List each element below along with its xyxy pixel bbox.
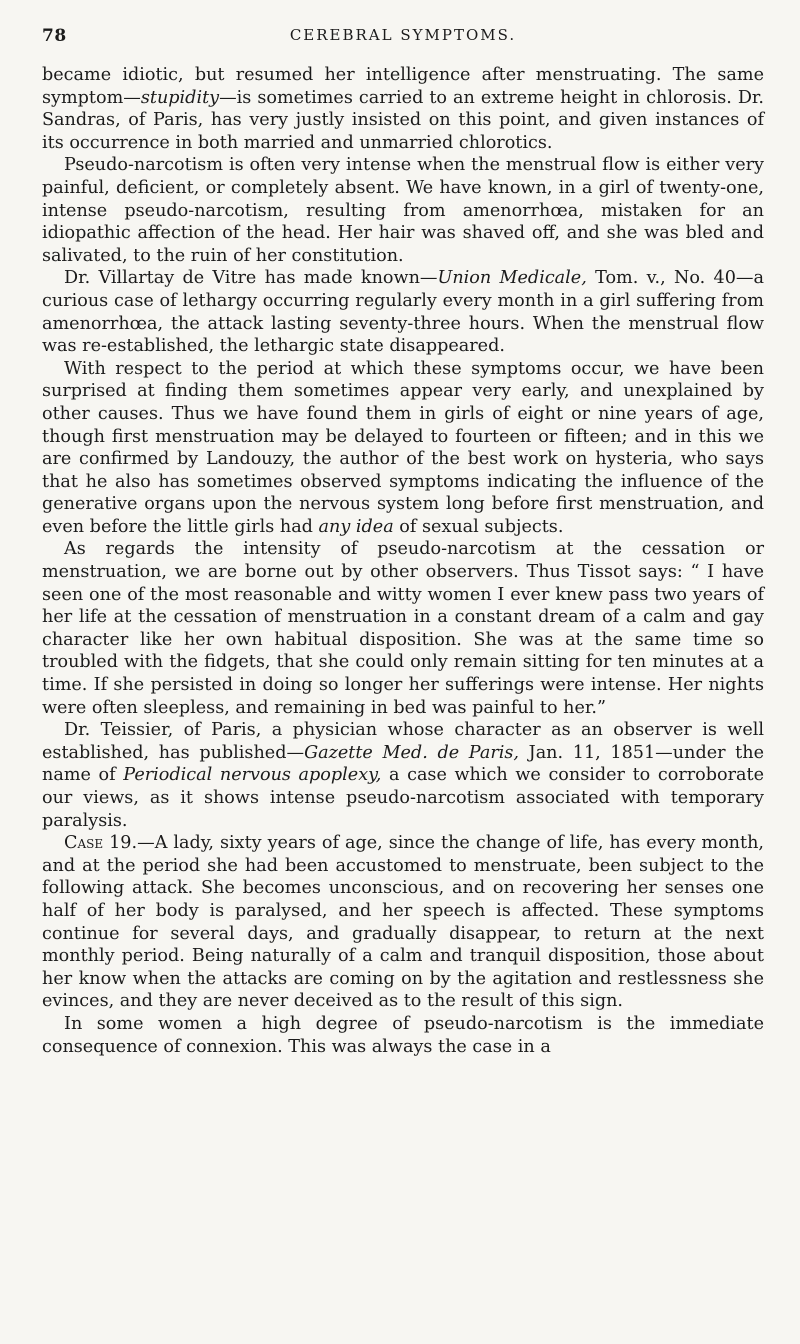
- case-paragraph: Case 19.—A lady, sixty years of age, since the change of life, has every month, and at the period she had been accustomed to menstruate, been subject to the following attack. She becomes unconscious, and on recovering her senses one half of her body is paralysed, and her speech is affected. These symptoms continue for several days, and gradually disappear, to return at the next monthly period. Being naturally of a calm and tranquil disposition, those about her know when the attacks are coming on by the agitation and restlessness she evinces, and they are never deceived as to the result of this sign.: [42, 833, 764, 1012]
- paragraph: became idiotic, but resumed her intelligence after menstruating. The same symptom—stupidity—is sometimes carried to an extreme height in chlorosis. Dr. Sandras, of Paris, has very justly insisted on this point, and given instances of its occurrence in both married and unmarried chlorotics.: [42, 65, 764, 153]
- paragraph: Dr. Teissier, of Paris, a physician whose character as an observer is well established, has published—Gazette Med. de Paris, Jan. 11, 1851—under the name of Periodical nervous apoplexy, a case which we consider to corroborate our views, as it shows intense pseudo-narcotism associated with temporary paralysis.: [42, 720, 764, 831]
- page-header: [42, 26, 764, 50]
- book-page: [42, 0, 764, 1344]
- case-label: Case 19.: [64, 833, 138, 854]
- page-number: 78: [42, 26, 67, 46]
- paragraph: With respect to the period at which these symptoms occur, we have been surprised at finding them sometimes appear very early, and unexplained by other causes. Thus we have found them in girls of eight or nine years of age, though first menstruation may be delayed to fourteen or fifteen; and in this we are confirmed by Landouzy, the author of the best work on hysteria, who says that he also has sometimes observed symptoms indicating the influence of the generative organs upon the nervous system long before first menstruation, and even before the little girls had any idea of sexual subjects.: [42, 358, 764, 537]
- paragraph: In some women a high degree of pseudo-narcotism is the immediate consequence of connexion. This was always the case in a: [42, 1013, 764, 1057]
- paragraph: As regards the intensity of pseudo-narcotism at the cessation or menstruation, we are borne out by other observers. Thus Tissot says: “ I have seen one of the most reasonable and witty women I ever knew pass two years of her life at the cessation of menstruation in a constant dream of a calm and gay character like her own habitual disposition. She was at the same time so troubled with the fidgets, that she could only remain sitting for ten minutes at a time. If she persisted in doing so longer her sufferings were intense. Her nights were often sleepless, and remaining in bed was painful to her.”: [42, 539, 764, 718]
- running-title: CEREBRAL SYMPTOMS.: [289, 26, 517, 44]
- paragraph: Pseudo-narcotism is often very intense when the menstrual flow is either very painful, deficient, or completely absent. We have known, in a girl of twenty-one, intense pseudo-narcotism, resulting from amenorrhœa, mistaken for an idiopathic affection of the head. Her hair was shaved off, and she was bled and salivated, to the ruin of her constitution.: [42, 155, 764, 266]
- paragraph: Dr. Villartay de Vitre has made known—Union Medicale, Tom. v., No. 40—a curious case of lethargy occurring regularly every month in a girl suffering from amenorrhœa, the attack lasting seventy-three hours. When the menstrual flow was re-established, the lethargic state disappeared.: [42, 268, 764, 357]
- body-text: [42, 64, 764, 1058]
